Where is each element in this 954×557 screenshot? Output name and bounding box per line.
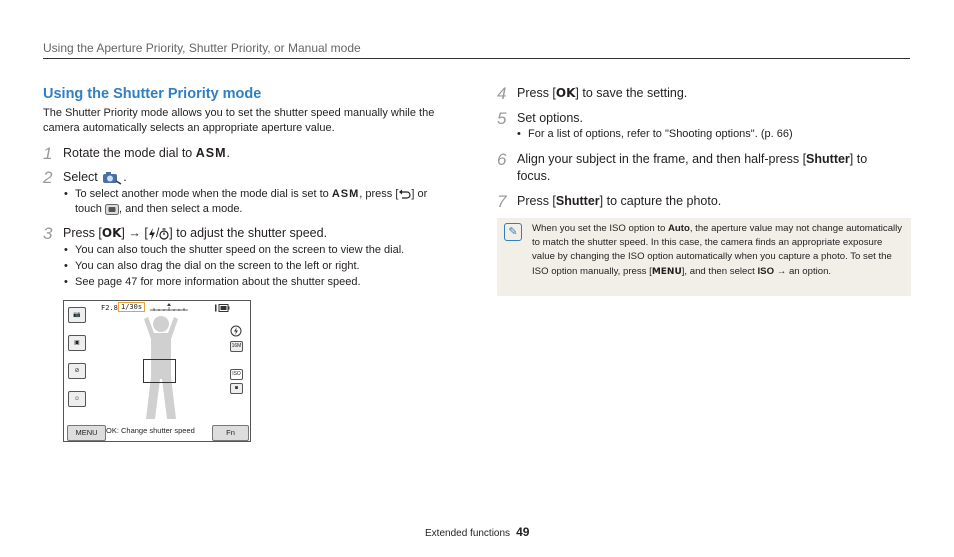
face-icon: ☺ bbox=[68, 391, 86, 407]
camera-screen-illustration bbox=[63, 300, 251, 442]
step-number: 2 bbox=[43, 168, 53, 187]
battery-icon bbox=[214, 304, 230, 312]
page-footer bbox=[425, 525, 529, 539]
size-icon: 16M bbox=[230, 341, 243, 352]
metering-icon: ◙ bbox=[230, 383, 243, 394]
shutter-speed-value[interactable]: 1/30s bbox=[118, 302, 145, 312]
asm-mode-icon: ASM bbox=[195, 146, 227, 160]
list-item: • You can also touch the shutter speed on the screen to view the dial. bbox=[64, 243, 454, 258]
footer-label: Extended functions bbox=[425, 528, 511, 539]
step-number: 6 bbox=[497, 150, 507, 169]
list-item: • For a list of options, refer to "Shooting options". (p. 66) bbox=[517, 127, 907, 142]
note-box bbox=[497, 218, 911, 296]
exposure-scale-icon bbox=[149, 303, 189, 312]
fn-button[interactable]: Fn bbox=[212, 425, 249, 441]
step-text: Press [OK] → [ / ] to adjust the shutter speed. bbox=[63, 226, 328, 240]
asm-mode-icon: ASM bbox=[331, 188, 360, 200]
step-number: 4 bbox=[497, 84, 507, 103]
menu-button[interactable]: MENU bbox=[67, 425, 106, 441]
page-number: 49 bbox=[516, 525, 530, 539]
step-6 bbox=[497, 151, 897, 185]
ok-hint-text: OK: Change shutter speed bbox=[106, 426, 195, 435]
flash-off-icon bbox=[230, 325, 242, 337]
step-text: Press [OK] to save the setting. bbox=[517, 86, 688, 100]
step-number: 7 bbox=[497, 192, 507, 211]
note-text: When you set the ISO option to Auto, the aperture value may not change automatically to match the shutter speed. In this case, the camera finds an appropriate exposure value by changing the ISO option automatically when you capture a photo. To set the ISO option manually, press [MENU], and then select ISO → an option. bbox=[532, 223, 903, 277]
focus-frame bbox=[143, 359, 176, 383]
flash-icon bbox=[148, 228, 156, 240]
step-7 bbox=[497, 193, 721, 210]
header-divider bbox=[43, 58, 910, 59]
step-5 bbox=[497, 110, 583, 127]
step-number: 1 bbox=[43, 144, 53, 163]
step-text: Rotate the mode dial to ASM. bbox=[63, 146, 230, 160]
section-title: Using the Shutter Priority mode bbox=[43, 86, 262, 102]
menu-key: MENU bbox=[651, 266, 682, 277]
back-icon bbox=[398, 189, 411, 199]
step-text: Select . bbox=[63, 170, 127, 184]
list-item: • You can also drag the dial on the screen to the left or right. bbox=[64, 259, 454, 274]
shutter-priority-mode-icon bbox=[101, 171, 123, 185]
iso-icon: ISO bbox=[230, 369, 243, 380]
scene-icon: ▣ bbox=[68, 335, 86, 351]
mode-touch-icon bbox=[105, 204, 119, 215]
step-number: 5 bbox=[497, 109, 507, 128]
running-header: Using the Aperture Priority, Shutter Priority, or Manual mode bbox=[43, 41, 361, 55]
step-2-bullets bbox=[64, 187, 454, 218]
ok-key: OK bbox=[555, 86, 576, 100]
step-3-bullets bbox=[64, 243, 454, 291]
section-intro: The Shutter Priority mode allows you to set the shutter speed manually while the camera automatically selects an appropriate aperture value. bbox=[43, 107, 435, 134]
note-pencil-icon: ✎ bbox=[504, 223, 522, 241]
ok-key: OK bbox=[101, 226, 122, 240]
step-5-bullets bbox=[517, 127, 907, 143]
list-item: • See page 47 for more information about the shutter speed. bbox=[64, 275, 454, 290]
step-3 bbox=[43, 225, 327, 242]
step-text: Set options. bbox=[517, 111, 584, 125]
list-item: • To select another mode when the mode dial is set to ASM, press [ ] or touch , and then select a mode. bbox=[64, 187, 454, 217]
step-number: 3 bbox=[43, 224, 53, 243]
step-text: Align your subject in the frame, and then half-press [Shutter] to focus. bbox=[517, 152, 868, 183]
step-2 bbox=[43, 169, 127, 186]
step-text: Press [Shutter] to capture the photo. bbox=[517, 194, 722, 208]
step-4 bbox=[497, 85, 687, 102]
step-1 bbox=[43, 145, 230, 162]
off-icon: ⊘ bbox=[68, 363, 86, 379]
timer-icon bbox=[159, 228, 169, 240]
aperture-value: F2.8 bbox=[101, 304, 118, 312]
mode-icon: 📷 bbox=[68, 307, 86, 323]
